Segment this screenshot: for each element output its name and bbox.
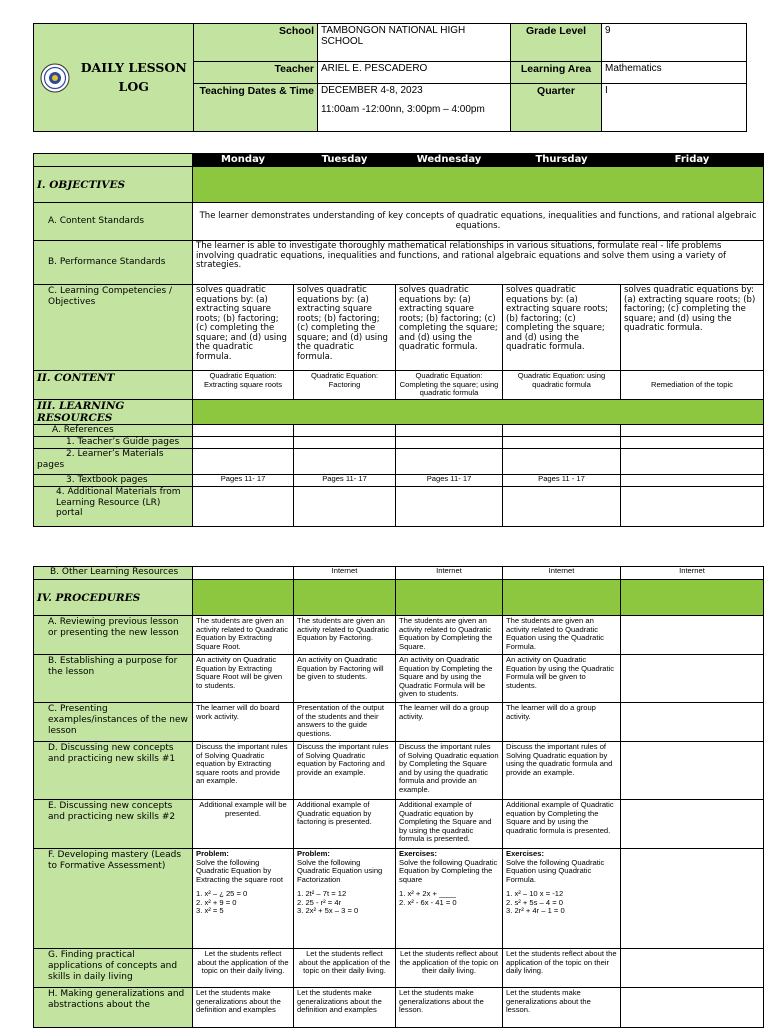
school-value: TAMBONGON NATIONAL HIGH SCHOOL (318, 24, 511, 62)
other-resources-label: B. Other Learning Resources (34, 567, 193, 580)
grade-level-label: Grade Level (511, 24, 602, 62)
procedure-d-wednesday: Discuss the important rules of Solving Quadratic equation by Completing the Square and by using the quadratic formula and provide an example. (396, 742, 503, 800)
practical-wednesday: Let the students reflect about the application of the topic on their daily living. (396, 949, 503, 988)
teaching-dates-label: Teaching Dates & Time (194, 84, 318, 132)
mastery-tuesday-item-2: 2. 25 - r² = 4r (297, 897, 342, 907)
time-text: 11:00am -12:00nn, 3:00pm – 4:00pm (321, 104, 485, 115)
mastery-tuesday-item-1: 1. 2t² – 7t = 12 (297, 889, 347, 899)
day-thursday: Thursday (503, 154, 621, 167)
section-content: II. CONTENT (34, 371, 193, 400)
procedure-e-label: E. Discussing new concepts and practicing new skills #2 (34, 800, 193, 849)
learning-competencies-label: C. Learning Competencies / Objectives (34, 285, 193, 371)
mastery-thursday-intro: Solve the following Quadratic Equation using Quadratic Formula. (506, 857, 605, 884)
mastery-thursday-head: Exercises: (506, 849, 544, 858)
procedure-c-thursday: The learner will do a group activity. (503, 703, 621, 742)
content-topic-thursday: Quadratic Equation: using quadratic formula (503, 371, 621, 400)
references-label: A. References (34, 424, 193, 436)
mastery-monday-intro: Solve the following Quadratic Equation by Extracting the square root (196, 857, 283, 884)
procedure-c-friday (621, 703, 764, 742)
practical-tuesday: Let the students reflect about the application of the topic on their daily living. (294, 949, 396, 988)
mastery-monday-head: Problem: (196, 849, 229, 858)
other-resources-monday (193, 567, 294, 580)
generalization-monday: Let the students make generalizations about the definition and examples (193, 988, 294, 1028)
generalization-tuesday: Let the students make generalizations about the definition and examples (294, 988, 396, 1028)
dates-text: DECEMBER 4-8, 2023 (321, 85, 423, 96)
performance-standards-label: B. Performance Standards (34, 241, 193, 285)
procedure-c-wednesday: The learner will do a group activity. (396, 703, 503, 742)
procedures-band-thursday (503, 580, 621, 616)
procedure-a-thursday: The students are given an activity related to Quadratic Equation using the Quadratic Formula. (503, 616, 621, 655)
section-procedures: IV. PROCEDURES (34, 580, 193, 616)
procedure-b-wednesday: An activity on Quadratic Equation by Completing the Square and by using the Quadratic Formula will be given to students. (396, 655, 503, 703)
practical-thursday: Let the students reflect about the application of the topic on their daily living. (503, 949, 621, 988)
content-topic-wednesday: Quadratic Equation: Completing the square; using quadratic formula (396, 371, 503, 400)
procedure-e-monday: Additional example will be presented. (193, 800, 294, 849)
section-learning-resources: III. LEARNING RESOURCES (34, 399, 193, 424)
section-resources-band (193, 399, 764, 424)
procedure-d-thursday: Discuss the important rules of Solving Quadratic equation by using the quadratic formula and provide an example. (503, 742, 621, 800)
procedure-d-label: D. Discussing new concepts and practicing new skills #1 (34, 742, 193, 800)
mastery-thursday (503, 849, 621, 949)
performance-standards-text: The learner is able to investigate thoroughly mathematical relationships in various situations, formulate real - life problems involving quadratic equations, inequalities and functions, and rational algebraic equations and solve them using a variety of strategies. (193, 241, 764, 285)
procedure-f-label: F. Developing mastery (Leads to Formative Assessment) (34, 849, 193, 949)
quarter-label: Quarter (511, 84, 602, 132)
textbook-pages-monday: Pages 11- 17 (193, 474, 294, 486)
procedure-a-label: A. Reviewing previous lesson or presenting the new lesson (34, 616, 193, 655)
lesson-plan-table-2 (33, 566, 764, 1028)
textbook-pages-friday (621, 474, 764, 486)
section-objectives: I. OBJECTIVES (34, 167, 193, 203)
competency-friday: solves quadratic equations by: (a) extracting square roots; (b) factoring; (c) completing the square; and (d) using the quadratic formula. (621, 285, 764, 371)
procedures-band-friday (621, 580, 764, 616)
procedure-e-thursday: Additional example of Quadratic equation by Completing the Square and by using the quadratic formula is presented. (503, 800, 621, 849)
day-wednesday: Wednesday (396, 154, 503, 167)
procedure-c-label: C. Presenting examples/instances of the new lesson (34, 703, 193, 742)
textbook-pages-thursday: Pages 11 - 17 (503, 474, 621, 486)
procedure-d-tuesday: Discuss the important rules of Solving Quadratic equation by Factoring and provide an example. (294, 742, 396, 800)
mastery-friday (621, 849, 764, 949)
mastery-thursday-item-1: 1. x² – 10 x = -12 (506, 889, 564, 899)
mastery-monday (193, 849, 294, 949)
title-line2: LOG (118, 78, 149, 94)
deped-seal-icon (40, 63, 70, 93)
mastery-wednesday (396, 849, 503, 949)
mastery-thursday-item-3: 3. 2r² + 4r – 1 = 0 (506, 906, 565, 916)
procedures-band-wednesday (396, 580, 503, 616)
learning-area-value: Mathematics (602, 62, 747, 84)
content-standards-text: The learner demonstrates understanding of key concepts of quadratic equations, inequalities and functions, and rational algebraic equations. (193, 203, 764, 241)
competency-tuesday: solves quadratic equations by: (a) extracting square roots; (b) factoring; (c) completing the square; and (d) using the quadratic formula. (294, 285, 396, 371)
grade-level-value: 9 (602, 24, 747, 62)
mastery-monday-item-1: 1. x² – ¿ 25 = 0 (196, 889, 248, 899)
mastery-wednesday-item-1: 1. x² + 2x + ____ (399, 889, 456, 899)
procedures-band-tuesday (294, 580, 396, 616)
other-resources-thursday: Internet (503, 567, 621, 580)
procedure-e-friday (621, 800, 764, 849)
other-resources-wednesday: Internet (396, 567, 503, 580)
procedure-b-label: B. Establishing a purpose for the lesson (34, 655, 193, 703)
mastery-tuesday-head: Problem: (297, 849, 330, 858)
mastery-monday-item-2: 2. x² + 9 = 0 (196, 897, 237, 907)
mastery-thursday-item-2: 2. s² + 5s – 4 = 0 (506, 897, 563, 907)
mastery-tuesday-item-3: 3. 2x² + 5x – 3 = 0 (297, 906, 359, 916)
procedure-e-wednesday: Additional example of Quadratic equation by Completing the Square and by using the quadratic formula is presented. (396, 800, 503, 849)
procedure-a-tuesday: The students are given an activity related to Quadratic Equation by Factoring. (294, 616, 396, 655)
additional-materials-label: 4. Additional Materials from Learning Resource (LR) portal (34, 486, 193, 526)
generalization-wednesday: Let the students make generalizations about the lesson. (396, 988, 503, 1028)
teaching-dates-value (318, 84, 511, 132)
procedure-b-monday: An activity on Quadratic Equation by Extracting Square Root will be given to students. (193, 655, 294, 703)
mastery-tuesday (294, 849, 396, 949)
header-title-cell (34, 24, 194, 132)
procedures-band-monday (193, 580, 294, 616)
procedure-g-label: G. Finding practical applications of concepts and skills in daily living (34, 949, 193, 988)
school-label: School (194, 24, 318, 62)
competency-monday: solves quadratic equations by: (a) extracting square roots; (b) factoring; (c) completing the square; and (d) using the quadratic formula. (193, 285, 294, 371)
practical-friday (621, 949, 764, 988)
teacher-value: ARIEL E. PESCADERO (318, 62, 511, 84)
practical-monday: Let the students reflect about the application of the topic on their daily living. (193, 949, 294, 988)
generalization-friday (621, 988, 764, 1028)
header-table (33, 23, 747, 132)
lesson-plan-table-1 (33, 153, 764, 527)
mastery-wednesday-head: Exercises: (399, 849, 437, 858)
content-topic-tuesday: Quadratic Equation: Factoring (294, 371, 396, 400)
procedure-e-tuesday: Additional example of Quadratic equation by factoring is presented. (294, 800, 396, 849)
teacher-label: Teacher (194, 62, 318, 84)
other-resources-friday: Internet (621, 567, 764, 580)
quarter-value: I (602, 84, 747, 132)
procedure-c-monday: The learner will do board work activity. (193, 703, 294, 742)
section-objectives-band (193, 167, 764, 203)
procedure-b-thursday: An activity on Quadratic Equation by using the Quadratic Formula will be given to students. (503, 655, 621, 703)
mastery-wednesday-item-2: 2. x² - 6x - 41 = 0 (399, 897, 457, 907)
day-friday: Friday (621, 154, 764, 167)
day-monday: Monday (193, 154, 294, 167)
teachers-guide-label: 1. Teacher’s Guide pages (34, 436, 193, 448)
mastery-wednesday-intro: Solve the following Quadratic Equation by Completing the square (399, 857, 498, 884)
other-resources-tuesday: Internet (294, 567, 396, 580)
mastery-tuesday-intro: Solve the following Quadratic Equation using Factorization (297, 857, 383, 884)
procedure-a-wednesday: The students are given an activity related to Quadratic Equation by Completing the Square. (396, 616, 503, 655)
content-topic-monday: Quadratic Equation: Extracting square roots (193, 371, 294, 400)
content-standards-label: A. Content Standards (34, 203, 193, 241)
competency-thursday: solves quadratic equations by: (a) extracting square roots; (b) factoring; (c) completing the square; and (d) using the quadratic formula. (503, 285, 621, 371)
textbook-pages-tuesday: Pages 11- 17 (294, 474, 396, 486)
content-topic-friday: Remediation of the topic (621, 371, 764, 400)
procedure-a-monday: The students are given an activity related to Quadratic Equation by Extracting Square Root. (193, 616, 294, 655)
competency-wednesday: solves quadratic equations by: (a) extracting square roots; (b) factoring; (c) completing the square; and (d) using the quadratic formula. (396, 285, 503, 371)
textbook-label: 3. Textbook pages (34, 474, 193, 486)
mastery-monday-item-3: 3. x² = 5 (196, 906, 224, 916)
procedure-d-monday: Discuss the important rules of Solving Quadratic equation by Extracting square roots and provide an example. (193, 742, 294, 800)
day-tuesday: Tuesday (294, 154, 396, 167)
learning-area-label: Learning Area (511, 62, 602, 84)
procedure-b-friday (621, 655, 764, 703)
procedure-d-friday (621, 742, 764, 800)
generalization-thursday: Let the students make generalizations about the lesson. (503, 988, 621, 1028)
procedure-c-tuesday: Presentation of the output of the students and their answers to the guide questions. (294, 703, 396, 742)
procedure-a-friday (621, 616, 764, 655)
day-header-blank (34, 154, 193, 167)
learners-materials-label: 2. Learner’s Materials pages (34, 448, 193, 474)
procedure-b-tuesday: An activity on Quadratic Equation by Factoring will be given to students. (294, 655, 396, 703)
procedure-h-label: H. Making generalizations and abstractions about the (34, 988, 193, 1028)
textbook-pages-wednesday: Pages 11- 17 (396, 474, 503, 486)
title-line1: DAILY LESSON (80, 60, 187, 76)
